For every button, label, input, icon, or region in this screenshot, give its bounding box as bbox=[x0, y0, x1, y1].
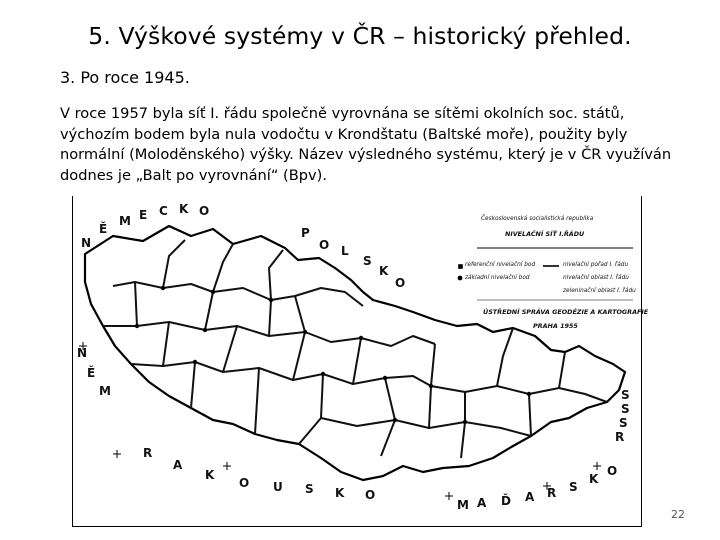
legend-institution: ÚSTŘEDNÍ SPRÁVA GEODÉZIE A KARTOGRAFIE bbox=[483, 308, 649, 316]
czechoslovakia-border bbox=[85, 226, 625, 480]
country-letter-rakousko: S bbox=[305, 482, 314, 496]
country-letter-nemecko: Ě bbox=[99, 222, 108, 236]
country-letter-rakousko: O bbox=[239, 476, 250, 490]
country-letter-nemecko2: Ě bbox=[87, 366, 96, 380]
legend-heading: Československá socialistická republika bbox=[481, 216, 594, 222]
body-paragraph: V roce 1957 byla síť I. řádu společně vyrovnána se sítěmi okolních soc. států, výchozím bodem byla nula vodočtu v Krondštatu (Baltské moře), použity byly normální (Moloděnského) výšky. Název výsledného systému, který je v ČR využíván dodnes je „Balt po vyrovnání“ (Bpv). bbox=[60, 105, 672, 184]
country-letter-polsko: S bbox=[363, 254, 372, 268]
country-letter-madarsko: S bbox=[569, 480, 578, 494]
country-letter-nemecko: K bbox=[179, 202, 189, 216]
country-letter-nemecko: M bbox=[119, 214, 131, 228]
country-letter-madarsko: M bbox=[457, 498, 469, 512]
country-letter-nemecko: C bbox=[159, 204, 168, 218]
section-subheading: 3. Po roce 1945. bbox=[60, 68, 190, 87]
legend-base-point: základní nivelační bod bbox=[465, 275, 530, 281]
country-letter-madarsko: A bbox=[477, 496, 487, 510]
country-letter-sssr: S bbox=[621, 402, 630, 416]
legend-network: NIVELAČNÍ SÍŤ I.ŘÁDU bbox=[505, 230, 585, 238]
country-letter-nemecko: E bbox=[139, 208, 148, 222]
country-letter-rakousko: A bbox=[173, 458, 183, 472]
country-letter-nemecko: N bbox=[81, 236, 92, 250]
country-letter-madarsko: A bbox=[525, 490, 535, 504]
country-letter-nemecko2: M bbox=[99, 384, 111, 398]
legend-city-year: PRAHA 1955 bbox=[533, 322, 578, 330]
leveling-routes bbox=[103, 240, 607, 458]
country-letter-polsko: P bbox=[301, 226, 310, 240]
country-letter-polsko: O bbox=[319, 238, 330, 252]
country-letter-rakousko: U bbox=[273, 480, 283, 494]
legend-polygon: nivelační oblast I. řádu bbox=[563, 275, 629, 281]
country-letter-madarsko: R bbox=[547, 486, 557, 500]
leveling-network-map bbox=[72, 196, 649, 527]
base-points bbox=[135, 286, 531, 424]
country-letter-rakousko: O bbox=[365, 488, 376, 502]
country-letter-sssr: S bbox=[619, 416, 628, 430]
country-letter-madarsko: K bbox=[589, 472, 599, 486]
page-number: 22 bbox=[671, 508, 685, 521]
country-letter-rakousko: R bbox=[143, 446, 153, 460]
country-letter-polsko: L bbox=[341, 244, 349, 258]
slide-title: 5. Výškové systémy v ČR – historický přehled. bbox=[88, 22, 632, 50]
country-letter-nemecko: O bbox=[199, 204, 210, 218]
country-letter-sssr: R bbox=[615, 430, 625, 444]
country-letter-rakousko: K bbox=[335, 486, 345, 500]
legend-ref-point: referenční nivelační bod bbox=[465, 262, 536, 268]
map-drawing bbox=[73, 196, 641, 526]
country-letter-polsko: O bbox=[395, 276, 406, 290]
country-letter-rakousko: K bbox=[205, 468, 215, 482]
legend-network-area: zeleninační oblast I. řádu bbox=[563, 288, 636, 294]
legend-route: nivelační pořad I. řádu bbox=[563, 262, 629, 268]
country-letter-madarsko: O bbox=[607, 464, 618, 478]
country-letter-polsko: K bbox=[379, 264, 389, 278]
country-letter-madarsko: Ď bbox=[501, 494, 511, 508]
country-letter-nemecko2: N bbox=[77, 346, 88, 360]
country-letter-sssr: S bbox=[621, 388, 630, 402]
